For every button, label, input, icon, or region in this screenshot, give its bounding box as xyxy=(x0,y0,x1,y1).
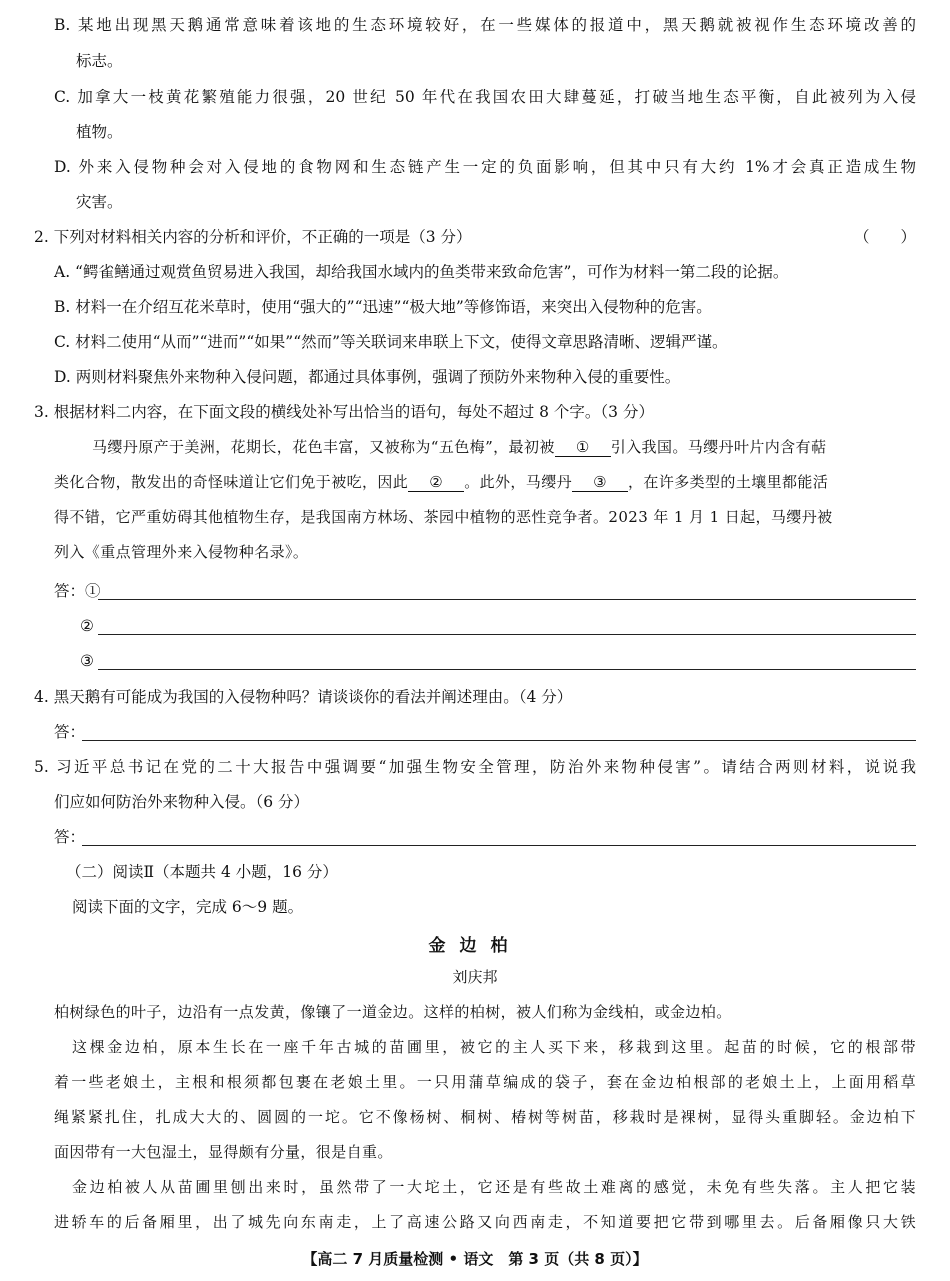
q3-passage-line1 xyxy=(92,436,916,458)
q3-passage-line3: 得不错，它严重妨碍其他植物生存，是我国南方林场、茶园中植物的恶性竞争者。2023 年 1 月 1 日起，马缨丹被 xyxy=(54,508,833,526)
q1-option-d-line2: 灾害。 xyxy=(76,193,123,211)
q3-passage-text-1a: 马缨丹原产于美洲，花期长，花色丰富，又被称为“五色梅”，最初被 xyxy=(92,438,555,456)
q3-passage-line2 xyxy=(54,471,916,493)
q3-blank-3: ③ xyxy=(572,473,628,492)
q3-stem: 3. 根据材料二内容，在下面文段的横线处补写出恰当的语句，每处不超过 8 个字。（3 分） xyxy=(34,403,654,421)
q3-passage-text-2c: ，在许多类型的土壤里都能活 xyxy=(628,473,829,491)
q4-stem: 4. 黑天鹅有可能成为我国的入侵物种吗？请谈谈你的看法并阐述理由。（4 分） xyxy=(34,688,573,706)
section2-heading: （二）阅读Ⅱ（本题共 4 小题，16 分） xyxy=(66,863,338,881)
q3-answer-line-1[interactable] xyxy=(98,599,916,600)
q2-option-c: C. 材料二使用“从而”“进而”“如果”“然而”等关联词来串联上下文，使得文章思路清晰、逻辑严谨。 xyxy=(54,333,728,351)
q1-option-d-line1: D. 外来入侵物种会对入侵地的食物网和生态链产生一定的负面影响，但其中只有大约 1%才会真正造成生物 xyxy=(54,158,916,176)
q5-answer-label: 答： xyxy=(54,828,86,846)
q5-stem-line1: 5. 习近平总书记在党的二十大报告中强调要“加强生物安全管理，防治外来物种侵害”。请结合两则材料，说说我 xyxy=(34,758,916,776)
q3-answer-row-1 xyxy=(54,580,916,602)
q5-answer-line[interactable] xyxy=(82,845,916,846)
q4-answer-row xyxy=(54,721,916,743)
article-p1: 柏树绿色的叶子，边沿有一点发黄，像镶了一道金边。这样的柏树，被人们称为金线柏，或金边柏。 xyxy=(54,1003,732,1021)
article-p2-line4: 面因带有一大包湿土，显得颇有分量，很是自重。 xyxy=(54,1143,393,1161)
q3-answer-line-3[interactable] xyxy=(98,669,916,670)
q3-passage-text-2b: 。此外，马缨丹 xyxy=(464,473,573,491)
q3-answer-label-3: ③ xyxy=(80,652,94,670)
q3-blank-2: ② xyxy=(408,473,464,492)
article-author: 刘庆邦 xyxy=(452,968,498,986)
q5-stem-line2: 们应如何防治外来物种入侵。（6 分） xyxy=(54,793,310,811)
q3-answer-label-2: ② xyxy=(80,617,94,635)
q2-option-d: D. 两则材料聚焦外来物种入侵问题，都通过具体事例，强调了预防外来物种入侵的重要性。 xyxy=(54,368,681,386)
q1-option-b-line1: B. 某地出现黑天鹅通常意味着该地的生态环境较好，在一些媒体的报道中，黑天鹅就被视作生态环境改善的 xyxy=(54,16,916,34)
article-p2-line2: 着一些老娘土，主根和根须都包裹在老娘土里。一只用蒲草编成的袋子，套在金边柏根部的老娘土上，上面用稻草 xyxy=(54,1073,916,1091)
article-p2-line1: 这棵金边柏，原本生长在一座千年古城的苗圃里，被它的主人买下来，移栽到这里。起苗的时候，它的根部带 xyxy=(72,1038,916,1056)
q3-answer-row-3 xyxy=(54,650,916,672)
article-p3-line1: 金边柏被人从苗圃里刨出来时，虽然带了一大坨土，它还是有些故土难离的感觉，未免有些失落。主人把它装 xyxy=(72,1178,916,1196)
q2-answer-paren: （ ） xyxy=(853,228,916,246)
q2-stem xyxy=(34,226,916,248)
q4-answer-label: 答： xyxy=(54,723,86,741)
q1-option-b-line2: 标志。 xyxy=(76,52,123,70)
q2-option-a: A. “鳄雀鳝通过观赏鱼贸易进入我国，却给我国水域内的鱼类带来致命危害”，可作为材料一第二段的论据。 xyxy=(54,263,789,281)
q3-passage-text-1b: 引入我国。马缨丹叶片内含有萜 xyxy=(610,438,827,456)
q1-option-c-line1: C. 加拿大一枝黄花繁殖能力很强，20 世纪 50 年代在我国农田大肆蔓延，打破当地生态平衡，自此被列为入侵 xyxy=(54,88,916,106)
q2-stem-text: 2. 下列对材料相关内容的分析和评价，不正确的一项是（3 分） xyxy=(34,228,472,246)
q3-passage-line4: 列入《重点管理外来入侵物种名录》。 xyxy=(54,543,309,561)
article-title: 金边柏 xyxy=(428,936,522,956)
page-footer: 【高二 7 月质量检测 • 语文 第 3 页（共 8 页）】 xyxy=(302,1250,648,1268)
article-p3-line2: 进轿车的后备厢里，出了城先向东南走，上了高速公路又向西南走，不知道要把它带到哪里去。后备厢像只大铁 xyxy=(54,1213,916,1231)
q2-option-b: B. 材料一在介绍互花米草时，使用“强大的”“迅速”“极大地”等修饰语，来突出入侵物种的危害。 xyxy=(54,298,712,316)
q1-option-c-line2: 植物。 xyxy=(76,123,123,141)
q3-answer-line-2[interactable] xyxy=(98,634,916,635)
article-p2-line3: 绳紧紧扎住，扎成大大的、圆圆的一坨。它不像杨树、桐树、椿树等树苗，移栽时是裸树，显得头重脚轻。金边柏下 xyxy=(54,1108,916,1126)
q3-blank-1: ① xyxy=(555,438,611,457)
q3-answer-label-1: 答：① xyxy=(54,582,101,600)
q3-passage-text-2a: 类化合物，散发出的奇怪味道让它们免于被吃，因此 xyxy=(54,473,409,491)
q3-answer-row-2 xyxy=(54,615,916,637)
section2-instruction: 阅读下面的文字，完成 6～9 题。 xyxy=(72,898,304,916)
q4-answer-line[interactable] xyxy=(82,740,916,741)
q5-answer-row xyxy=(54,826,916,848)
